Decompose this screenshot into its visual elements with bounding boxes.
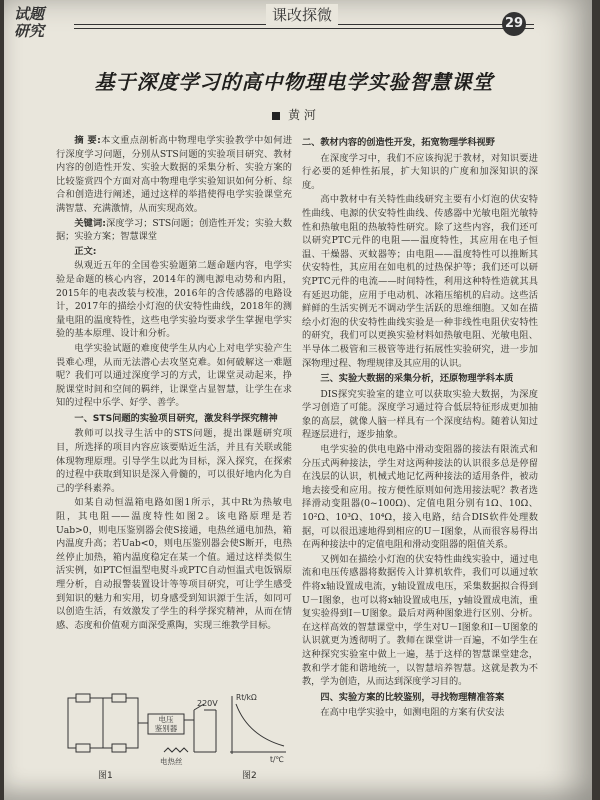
section-heading-2: 二、教材内容的创造性开发，拓宽物理学科视野 bbox=[302, 137, 495, 148]
right-paragraph-3: DIS探究实验室的建立可以获取实验大数据，为深度学习创造了可能。深度学习通过符合低层特征形成更加抽象的高层，就像人脑一样具有一个深度结构。随着认知过程逐层进行，逐步抽象。 bbox=[302, 388, 538, 441]
author-name: 黄 河 bbox=[288, 108, 316, 122]
journal-page bbox=[4, 0, 592, 800]
author-line bbox=[204, 106, 384, 123]
badge-line-2: 研究 bbox=[14, 22, 45, 40]
abstract-label: 摘 要: bbox=[74, 135, 101, 146]
fig-axis-y-label: Rt/kΩ bbox=[236, 693, 257, 702]
right-paragraph-6: 在高中电学实验中，如测电阻的方案有伏安法 bbox=[320, 707, 505, 719]
figure-2-graph bbox=[230, 696, 286, 754]
author-square-icon bbox=[272, 112, 280, 120]
keywords-label: 关键词: bbox=[74, 217, 106, 229]
right-column bbox=[302, 134, 538, 721]
keywords bbox=[56, 217, 292, 244]
right-paragraph-2: 高中教材中有关特性曲线研究主要有小灯泡的伏安特性曲线、电源的伏安特性曲线、传感器中光敏电阻光敏特性和热敏电阻的热敏特性研究。除了这些内容，我们还可以研究PTC元件的电阻——温度特性，其应用在电子恒温、干燥器、灭蚊器等；由电阻——温度特性可以推断其伏安特性，其应用在如电机的过热保护等；我们还可以研究PTC元件的电流——时间特性，利用这种特性造就其具有延迟功能，应用于电动机、冰箱压缩机的启动。这些活鲜鲜的生活实例无不调动学生活跃的思维细胞。又如在描绘小灯泡的伏安特性曲线实验是一种非线性电阻伏安特性的研究，我们可以更换实验材料如热敏电阻、光敏电阻、半导体二极管和三极管等进行拓展性实验研究，进一步加深物理过程、物理规律及其应用的认识。 bbox=[302, 194, 538, 369]
left-paragraph-2: 电学实验试题的难度使学生从内心上对电学实验产生畏难心理，从而无法潜心去攻坚克难。如何破解这一难题呢？我们可以通过深度学习的方式，让课堂灵动起来，挣脱课堂时间和空间的羁绊，让课堂占显智慧，让学生在求知的过程中乐学、好学、善学。 bbox=[56, 342, 292, 409]
page-number: 29 bbox=[502, 12, 526, 36]
left-paragraph-1: 纵观近五年的全国卷实验题第二题命题内容，电学实验是命题的核心内容，2014年的测电源电动势和内阻，2015年的电表改装与校准，2016年的含传感器的电路设计，2017年的描绘小灯泡的伏安特性曲线，2018年的测量电阻的温度特性，这些电学实验均要求学生掌握电学实验的基本原理、设计和分析。 bbox=[56, 260, 292, 340]
abstract-text: 本文重点剖析高中物理电学实验教学中如何进行深度学习问题，分别从STS问题的实验项目研究、教材内容的创造性开发、实验大数据的采集分析、实验方案的比较鉴赏四个方面对高中物理电学实验知识如何分析、综合和创造进行阐述，通过这样的举措使得电学实验课堂充满智慧、充满激情，从而实现高效。 bbox=[56, 135, 293, 214]
body-label: 正文: bbox=[74, 245, 97, 257]
fig-box-line-2: 鉴别器 bbox=[154, 724, 178, 733]
figure-2-caption: 图2 bbox=[242, 771, 257, 781]
fig-axis-x-label: t/℃ bbox=[270, 755, 284, 764]
column-name: 课改探微 bbox=[266, 4, 338, 25]
left-paragraph-4: 如某自动恒温箱电路如图1所示，其中Rt为热敏电阻，其电阻——温度特性如图2。该电路原理是若Uab>0，则电压鉴别器会使S接通，电热丝通电加热，箱内温度升高；若Uab<0，则电压鉴别器会使S断开，电热丝停止加热，箱内温度稳定在某一个值。通过这样类似生活实例，如PTC恒温型电熨斗或PTC自动恒温式电饭锅原理分析，自动报警装置设计等等项目研究，可让学生感受到知识的魅力和实用，切身感受到知识源于生活，如同可以创造生活，有效激发了学生的科学探究精神，从而在情感、态度和价值观方面深受熏陶，实现三维教学目标。 bbox=[56, 497, 292, 631]
article-title: 基于深度学习的高中物理电学实验智慧课堂 bbox=[94, 70, 494, 94]
figures bbox=[64, 690, 290, 781]
keywords-text: 深度学习；STS问题；创造性开发；实验大数据；实验方案；智慧课堂 bbox=[56, 217, 292, 243]
fig-heater-label: 电热丝 bbox=[160, 757, 183, 766]
section-heading-1: 一、STS问题的实验项目研究，激发科学探究精神 bbox=[74, 412, 278, 424]
right-paragraph-1: 在深度学习中，我们不应该拘泥于教材，对知识要进行必要的延伸性拓展，扩大知识的广度和加深知识的深度。 bbox=[302, 152, 538, 191]
section-heading-3: 三、实验大数据的采集分析，还原物理学科本质 bbox=[320, 373, 514, 385]
section-heading-4: 四、实验方案的比较鉴别，寻找物理精准答案 bbox=[320, 691, 505, 703]
figure-1-circuit bbox=[64, 690, 290, 766]
right-paragraph-5: 又例如在描绘小灯泡的伏安特性曲线实验中，通过电流和电压传感器将数据传入计算机软件，我们可以通过软件将x轴设置成电流，y轴设置成电压，采集数据拟合得到U－I图象，也可以将x轴设置成电压，y轴设置成电流，重复实验得到I－U图象。最后对两种图象进行区别、分析。在这样高效的智慧课堂中，学生对U－I图象和I－U图象的认识就更为透彻明了。教师在课堂讲一百遍，不如学生在这种探究实验室中做上一遍，基于这样的智慧课堂建念，教和学才能和谐地统一，以智慧培养智慧。这就是教为不教，学为创造，从而达到深度学习目的。 bbox=[302, 553, 538, 688]
left-column bbox=[56, 134, 292, 633]
abstract bbox=[56, 134, 292, 216]
fig-box-line-1: 电压 bbox=[158, 715, 174, 724]
badge-line-1: 试题 bbox=[14, 5, 45, 23]
page-header bbox=[4, 0, 592, 52]
section-badge bbox=[14, 6, 70, 40]
fig-voltage-label: 220V bbox=[197, 699, 218, 708]
right-paragraph-4: 电学实验的供电电路中滑动变阻器的接法有限流式和分压式两种接法，学生对这两种接法的认识很多总是停留在浅层的认识，机械式地记忆两种接法的适用条件，被动地去接受和应用。按方便性原则如何选用接法呢？教者选择滑动变阻器(0~100Ω)、定值电阻分别有1Ω、10Ω、10²Ω、10³Ω、10⁴Ω，接入电路，结合DIS软件处理数据，可以很迅速地得到相应的U－I图象，从而很容易得出在两种接法中的定值电阻和滑动变阻器的阻值关系。 bbox=[302, 444, 538, 551]
figure-1-caption: 图1 bbox=[98, 771, 113, 781]
left-paragraph-3: 教师可以找寻生活中的STS问题，提出课题研究项目，所选择的项目内容应该要贴近生活，并且有关联或能体现物理原理。引导学生以此为目标，深入探究，在探索的过程中获取到知识是深入骨髓的，可以很好地内化为自己的学科素养。 bbox=[56, 428, 292, 494]
